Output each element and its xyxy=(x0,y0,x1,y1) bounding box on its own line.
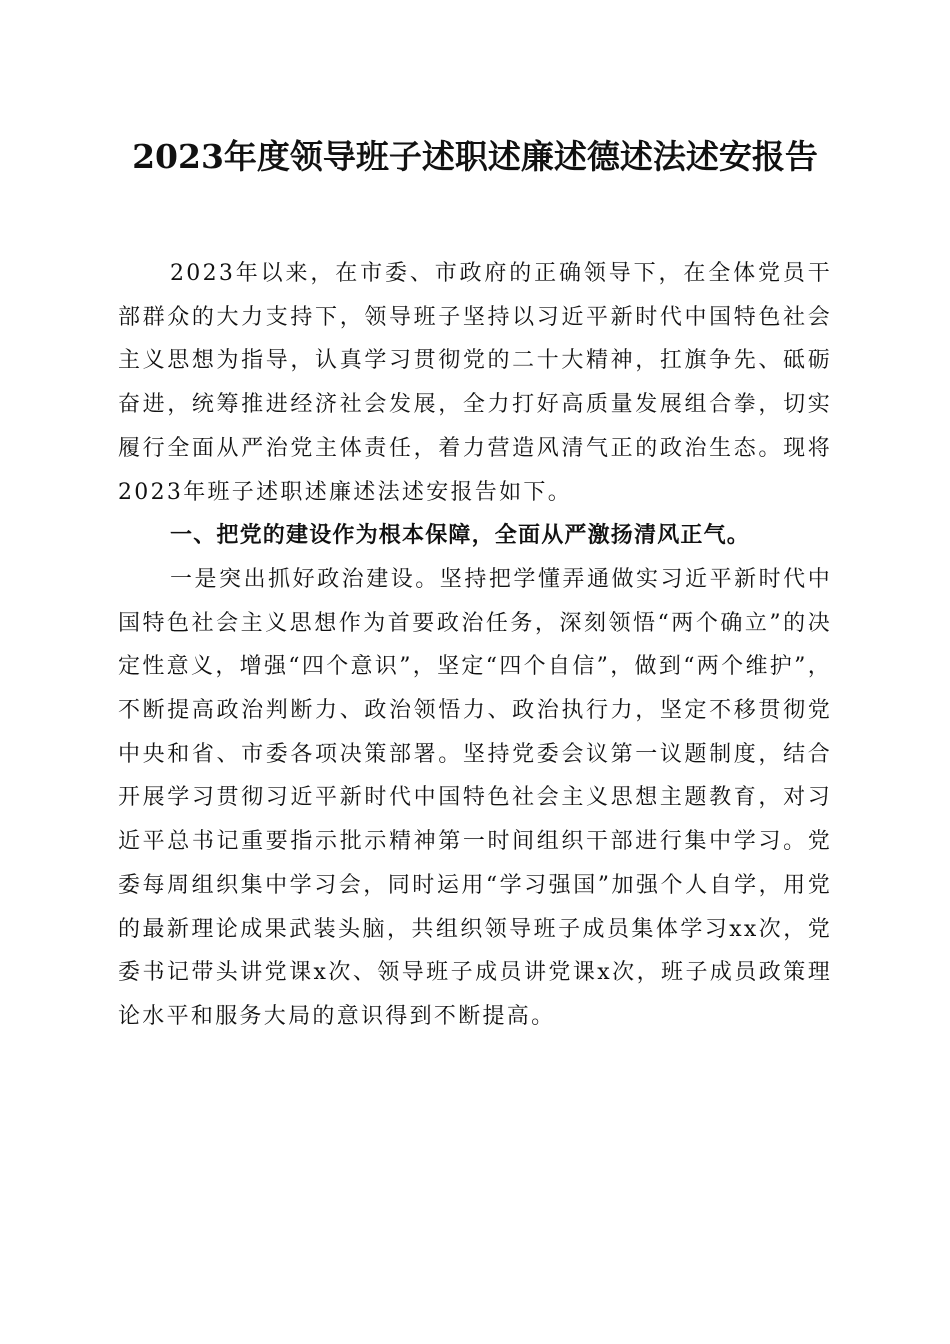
document-body xyxy=(118,252,832,1039)
intro-paragraph: 2023年以来，在市委、市政府的正确领导下，在全体党员干部群众的大力支持下，领导班子坚持以习近平新时代中国特色社会主义思想为指导，认真学习贯彻党的二十大精神，扛旗争先、砥砺奋进，统筹推进经济社会发展，全力打好高质量发展组合拳，切实履行全面从严治党主体责任，着力营造风清气正的政治生态。现将2023年班子述职述廉述法述安报告如下。 xyxy=(118,261,832,505)
document-title: 2023年度领导班子述职述廉述德述法述安报告 xyxy=(132,137,818,176)
section-heading: 一、把党的建设作为根本保障，全面从严激扬清风正气。 xyxy=(170,523,751,549)
section-paragraph: 一是突出抓好政治建设。坚持把学懂弄通做实习近平新时代中国特色社会主义思想作为首要政治任务，深刻领悟“两个确立”的决定性意义，增强“四个意识”，坚定“四个自信”，做到“两个维护”，不断提高政治判断力、政治领悟力、政治执行力，坚定不移贯彻党中央和省、市委各项决策部署。坚持党委会议第一议题制度，结合开展学习贯彻习近平新时代中国特色社会主义思想主题教育，对习近平总书记重要指示批示精神第一时间组织干部进行集中学习。党委每周组织集中学习会，同时运用“学习强国”加强个人自学，用党的最新理论成果武装头脑，共组织领导班子成员集体学习xx次，党委书记带头讲党课x次、领导班子成员讲党课x次，班子成员政策理论水平和服务大局的意识得到不断提高。 xyxy=(118,566,832,1029)
